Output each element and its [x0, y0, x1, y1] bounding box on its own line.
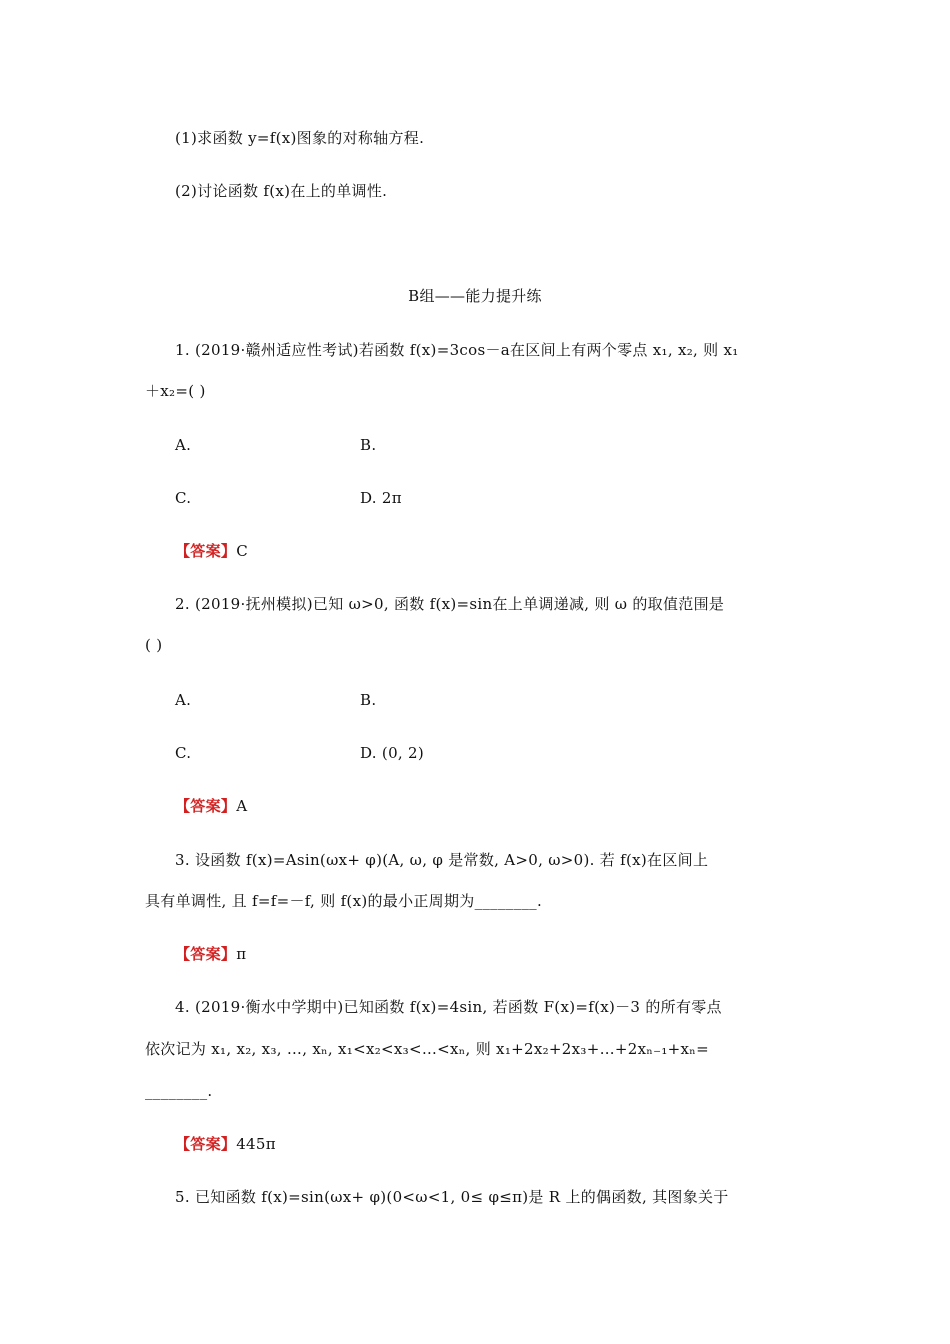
problem-2-line-2: ( ) — [145, 636, 163, 654]
problem-1-line-2: ＋x₂=( ) — [145, 382, 206, 400]
problem-3-line-2: 具有单调性, 且 f=f=－f, 则 f(x)的最小正周期为________. — [145, 892, 543, 910]
problem-4-line-1: 4. (2019·衡水中学期中)已知函数 f(x)=4sin, 若函数 F(x)=f(x)－3 的所有零点 — [175, 998, 722, 1016]
answer-tag: 【答案】 — [175, 945, 237, 963]
answer-tag: 【答案】 — [175, 1135, 237, 1153]
answer-value: π — [236, 945, 247, 963]
problem-2-option-a: A. — [175, 691, 192, 709]
problem-2-line-1: 2. (2019·抚州模拟)已知 ω>0, 函数 f(x)=sin在上单调递减, 则 ω 的取值范围是 — [175, 595, 725, 613]
problem-2-option-b: B. — [360, 691, 377, 709]
problem-4-line-2: 依次记为 x₁, x₂, x₃, …, xₙ, x₁<x₂<x₃<…<xₙ, 则 x₁+2x₂+2x₃+…+2xₙ₋₁+xₙ= — [145, 1040, 709, 1058]
problem-2-option-c: C. — [175, 744, 192, 762]
subquestion-2: (2)讨论函数 f(x)在上的单调性. — [175, 182, 388, 200]
problem-1-option-a: A. — [175, 436, 192, 454]
problem-1-option-d: D. 2π — [360, 489, 402, 507]
answer-value: 445π — [236, 1135, 276, 1153]
problem-1-option-b: B. — [360, 436, 377, 454]
answer-value: C — [236, 542, 248, 560]
subquestion-1: (1)求函数 y=f(x)图象的对称轴方程. — [175, 129, 425, 147]
problem-3-answer — [175, 944, 246, 964]
problem-1-answer — [175, 541, 248, 561]
answer-tag: 【答案】 — [175, 542, 237, 560]
answer-tag: 【答案】 — [175, 797, 237, 815]
problem-2-answer — [175, 796, 247, 816]
problem-4-answer — [175, 1134, 276, 1154]
problem-5-line-1: 5. 已知函数 f(x)=sin(ωx+ φ)(0<ω<1, 0≤ φ≤π)是 R 上的偶函数, 其图象关于 — [175, 1188, 729, 1206]
answer-value: A — [236, 797, 248, 815]
problem-3-line-1: 3. 设函数 f(x)=Asin(ωx+ φ)(A, ω, φ 是常数, A>0, ω>0). 若 f(x)在区间上 — [175, 851, 709, 869]
section-title: B组——能力提升练 — [408, 287, 542, 305]
problem-1-option-c: C. — [175, 489, 192, 507]
problem-4-line-3: ________. — [145, 1082, 213, 1100]
problem-2-option-d: D. (0, 2) — [360, 744, 425, 762]
problem-1-line-1: 1. (2019·赣州适应性考试)若函数 f(x)=3cos－a在区间上有两个零点 x₁, x₂, 则 x₁ — [175, 341, 739, 359]
